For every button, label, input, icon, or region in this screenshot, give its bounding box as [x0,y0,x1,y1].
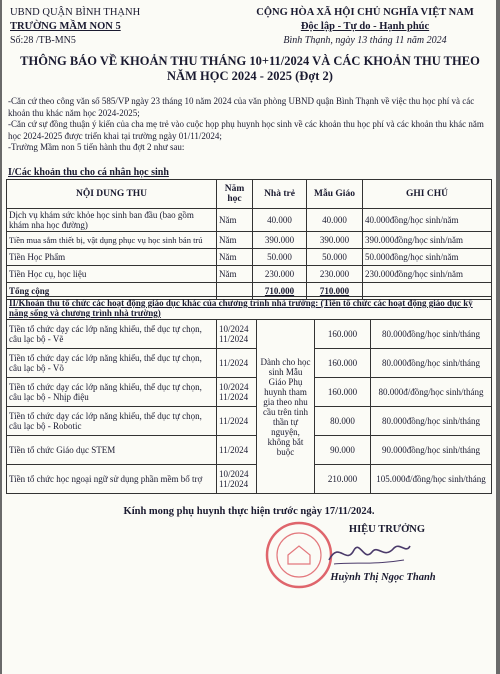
table-row [7,320,492,349]
activity-name: Tiền tổ chức dạy các lớp năng khiếu, thể dục tự chọn, câu lạc bộ - Vẽ [7,320,217,349]
column-header: GHI CHÚ [363,180,492,209]
activity-note: 80.000đồng/học sinh/tháng [371,407,492,436]
activity-amount: 210.000 [315,465,371,494]
fee-nha-tre: 50.000 [253,249,307,266]
activity-period: 11/2024 [217,349,257,378]
total-mau-giao: 710.000 [307,283,363,300]
section-2-heading-row [7,297,492,320]
table-row [7,407,492,436]
national-header [240,6,490,48]
column-header: Mẫu Giáo [307,180,363,209]
total-label: Tổng cộng [7,283,217,300]
title-line-1: THÔNG BÁO VỀ KHOẢN THU THÁNG 10+11/2024 VÀ CÁC KHOẢN THU THEO [20,54,480,68]
fee-note: 390.000đồng/học sinh/năm [363,232,492,249]
school-name: TRƯỜNG MẦM NON 5 [10,21,121,32]
preamble-item: -Căn cứ sự đồng thuận ý kiến của cha mẹ trẻ vào cuộc họp phụ huynh học sinh về các khoản thu học phí và các khoản thu khác năm học 2024-2025 được triển khai tại trường ngày 01/11/2024; [8,119,484,141]
national-title: CỘNG HÒA XÃ HỘI CHỦ NGHĨA VIỆT NAM [256,7,474,18]
fee-note: 230.000đồng/học sinh/năm [363,266,492,283]
table-row [7,266,492,283]
fee-mau-giao: 50.000 [307,249,363,266]
signatory-title: HIỆU TRƯỞNG [348,524,426,535]
activity-amount: 160.000 [315,378,371,407]
fee-name: Tiền mua sắm thiết bị, vật dụng phục vụ học sinh bán trú [7,232,217,249]
notice-title [8,54,492,84]
activity-note: 80.000đồng/học sinh/tháng [371,320,492,349]
column-header: Nhà trẻ [253,180,307,209]
signatory-name: Huỳnh Thị Ngọc Thanh [330,572,436,583]
total-nha-tre: 710.000 [253,283,307,300]
title-line-2: NĂM HỌC 2024 - 2025 (Đợt 2) [167,69,333,83]
fee-mau-giao: 230.000 [307,266,363,283]
closing-request: Kính mong phụ huynh thực hiện trước ngày 17/11/2024. [123,506,375,517]
activity-period: 10/2024 11/2024 [217,378,257,407]
document-number: Số:28 /TB-MN5 [10,35,76,46]
activity-note: 90.000đồng/học sinh/tháng [371,436,492,465]
activity-name: Tiền tổ chức dạy các lớp năng khiếu, thể dục tự chọn, câu lạc bộ - Võ [7,349,217,378]
preamble-item: -Căn cứ theo công văn số 585/VP ngày 23 tháng 10 năm 2024 của văn phòng UBND quận Bình Thạnh về việc thu học phí và các khoản thu khác năm học 2024-2025; [8,96,475,118]
table-row [7,465,492,494]
fee-name: Tiền Học cụ, học liệu [7,266,217,283]
fees-table-individual [6,179,492,300]
fee-nha-tre: 390.000 [253,232,307,249]
section-1-heading: I/Các khoản thu cho cá nhân học sinh [8,167,169,178]
fee-name: Tiền Học Phẩm [7,249,217,266]
fee-period: Năm [217,209,253,232]
merged-note: Dành cho học sinh Mẫu Giáo Phụ huynh tham gia theo nhu cầu trên tinh thần tự nguyện, không bắt buộc [257,320,315,494]
table-row [7,209,492,232]
table-row [7,232,492,249]
table-row [7,436,492,465]
section-2-heading: II/Khoản thu tổ chức các hoạt động giáo dục khác của chương trình nhà trường: (Tiền tổ chức các hoạt động giáo dục kỹ năng sống và chương trình nhà trường) [7,297,492,320]
fee-note: 50.000đồng/học sinh/năm [363,249,492,266]
table-row [7,378,492,407]
issuer-header [10,6,210,48]
national-motto: Độc lập - Tự do - Hạnh phúc [300,21,430,32]
fee-period: Năm [217,266,253,283]
activity-amount: 80.000 [315,407,371,436]
activity-amount: 90.000 [315,436,371,465]
fee-nha-tre: 40.000 [253,209,307,232]
activity-name: Tiền tổ chức học ngoại ngữ sử dụng phần mềm bổ trợ [7,465,217,494]
activity-name: Tiền tổ chức Giáo dục STEM [7,436,217,465]
fee-period: Năm [217,249,253,266]
fee-period: Năm [217,232,253,249]
fee-note: 40.000đồng/học sinh/năm [363,209,492,232]
notice-document [2,0,496,674]
fees-table-activities [6,296,492,494]
preamble-item: -Trường Mầm non 5 tiến hành thu đợt 2 như sau: [8,142,185,152]
handwritten-signature [324,532,414,572]
fee-nha-tre: 230.000 [253,266,307,283]
table-row [7,349,492,378]
activity-period: 11/2024 [217,407,257,436]
activity-amount: 160.000 [315,349,371,378]
activity-period: 10/2024 11/2024 [217,465,257,494]
activity-note: 80.000đ/đồng/học sinh/tháng [371,378,492,407]
fee-mau-giao: 40.000 [307,209,363,232]
fee-name: Dịch vụ khám sức khỏe học sinh ban đầu (bao gồm khám nha học đường) [7,209,217,232]
district-name: UBND QUẬN BÌNH THẠNH [10,7,141,18]
fee-mau-giao: 390.000 [307,232,363,249]
activity-period: 11/2024 [217,436,257,465]
column-header: Năm học [217,180,253,209]
activity-amount: 160.000 [315,320,371,349]
preamble [8,96,492,154]
activity-note: 80.000đồng/học sinh/tháng [371,349,492,378]
activity-name: Tiền tổ chức dạy các lớp năng khiếu, thể dục tự chọn, câu lạc bộ - Nhịp điệu [7,378,217,407]
activity-name: Tiền tổ chức dạy các lớp năng khiếu, thể dục tự chọn, câu lạc bộ - Robotic [7,407,217,436]
table-row [7,249,492,266]
issue-date: Bình Thạnh, ngày 13 tháng 11 năm 2024 [283,35,447,46]
activity-note: 105.000đ/đồng/học sinh/tháng [371,465,492,494]
column-header: NỘI DUNG THU [7,180,217,209]
table-header-row [7,180,492,209]
activity-period: 10/2024 11/2024 [217,320,257,349]
